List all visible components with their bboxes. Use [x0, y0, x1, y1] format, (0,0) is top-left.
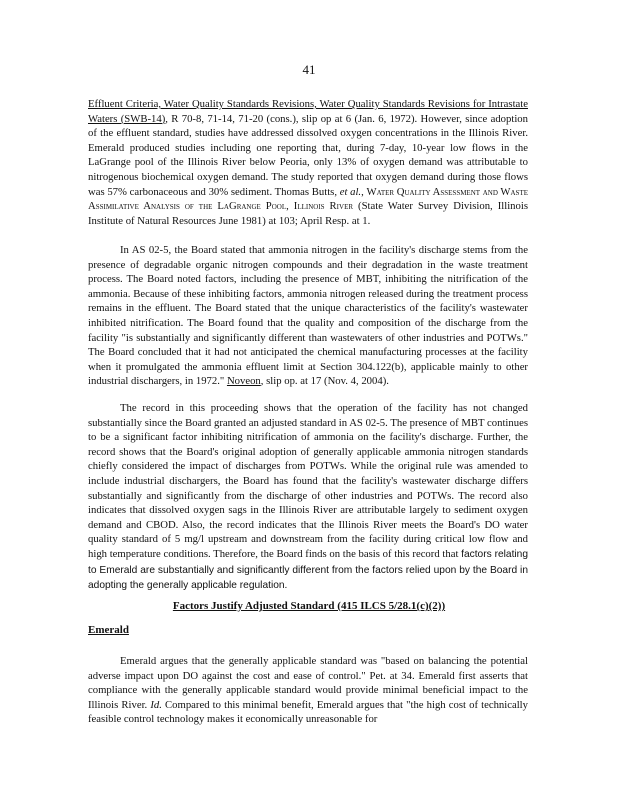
paragraph-text: (State Water Survey Division, Illinois Institute of Natural Resources June 1981) at 103; April Resp. at 1.: [88, 200, 529, 227]
cited-report-title: Effluent Criteria, Water Quality Standards Revisions, Water Quality Standards Revisions for Intrastate Waters (SWB-14): [88, 98, 528, 125]
page-number: 41: [302, 62, 316, 77]
case-name: Noveon: [226, 375, 261, 388]
paragraph-effluent-criteria: [88, 97, 528, 228]
id-cite: Id.: [150, 698, 162, 711]
study-title: Water Quality Assessment and Waste Assimilative Analysis of the LaGrange Pool, Illinois River: [88, 185, 528, 213]
section-heading: Factors Justify Adjusted Standard (415 ILCS 5/28.1(c)(2)): [172, 600, 446, 612]
paragraph-text-conclusion: factors relating to Emerald are substantially and significantly different from the factors relied upon by the Board in adopting the generally applicable regulation.: [88, 548, 528, 592]
paragraph-record-findings: [88, 401, 528, 594]
paragraph-text: ,: [361, 185, 367, 198]
paragraph-text: The record in this proceeding shows that the operation of the facility has not changed substantially since the Board granted an adjusted standard in AS 02-5. The presence of MBT continues to be a significant factor inhibiting nitrification of ammonia on the facility's discharge. Further, the record shows that the Board's original adoption of generally applicable ammonia nitrogen standards chiefly considered the impact of discharges from POTWs. While the original rule was amended to include industrial dischargers, the Board has found that the facility's wastewater discharge differs substantially and significantly from the discharge of other industries and POTWs. The record also indicates that dissolved oxygen sags in the Illinois River are attributable largely to sediment oxygen demand and CBOD. Also, the record indicates that the Illinois River meets the Board's DO water quality standard of 5 mg/l upstream and downstream from the facility during critical low flow and high temperature conditions. Therefore, the Board finds on the basis of this record that: [88, 402, 528, 560]
paragraph-text: , R 70-8, 71-14, 71-20 (cons.), slip op at 6 (Jan. 6, 1972). However, since adoption of the effluent standard, studies have addressed dissolved oxygen concentrations in the Illinois River. Emerald produced studies including one reporting that, during 7-day, 10-year low flows in the LaGrange pool of the Illinois River below Peoria, only 13% of oxygen demand was attributable to nitrogenous biochemical oxygen demand. The study reported that oxygen demand during those flows was 57% carbonaceous and 30% sediment. Thomas Butts,: [88, 112, 528, 198]
et-al: et al.: [339, 185, 362, 198]
paragraph-as-02-5: [88, 243, 528, 389]
paragraph-text: Compared to this minimal benefit, Emerald argues that "the high cost of technically feasible control technology makes it economically unreasonable for: [88, 698, 528, 726]
paragraph-text: , slip op. at 17 (Nov. 4, 2004).: [260, 375, 389, 388]
subheading-emerald: Emerald: [88, 624, 129, 636]
paragraph-emerald-argument: [88, 654, 528, 727]
paragraph-text: In AS 02-5, the Board stated that ammonia nitrogen in the facility's discharge stems from the presence of degradable organic nitrogen compounds and their degradation in the waste treatment process. The Board noted factors, including the presence of MBT, inhibiting the nitrification of the ammonia. Because of these inhibiting factors, ammonia nitrogen released during the treatment process remains in the effluent. The Board stated that the unique characteristics of the facility's wastewater inhibited nitrification. The Board found that the quality and composition of the discharge from the facility "is substantially and significantly different than wastewaters of other industries and POTWs." The Board concluded that it had not anticipated the chemical manufacturing processes at the facility when it promulgated the ammonia effluent limit at Section 304.122(b), applicable mainly to other industrial dischargers, in 1972.": [88, 244, 528, 388]
paragraph-text: Emerald argues that the generally applicable standard was "based on balancing the potential adverse impact upon DO against the cost and ease of control." Pet. at 34. Emerald first asserts that compliance with the generally applicable standard would provide minimal beneficial impact to the Illinois River.: [88, 655, 528, 711]
